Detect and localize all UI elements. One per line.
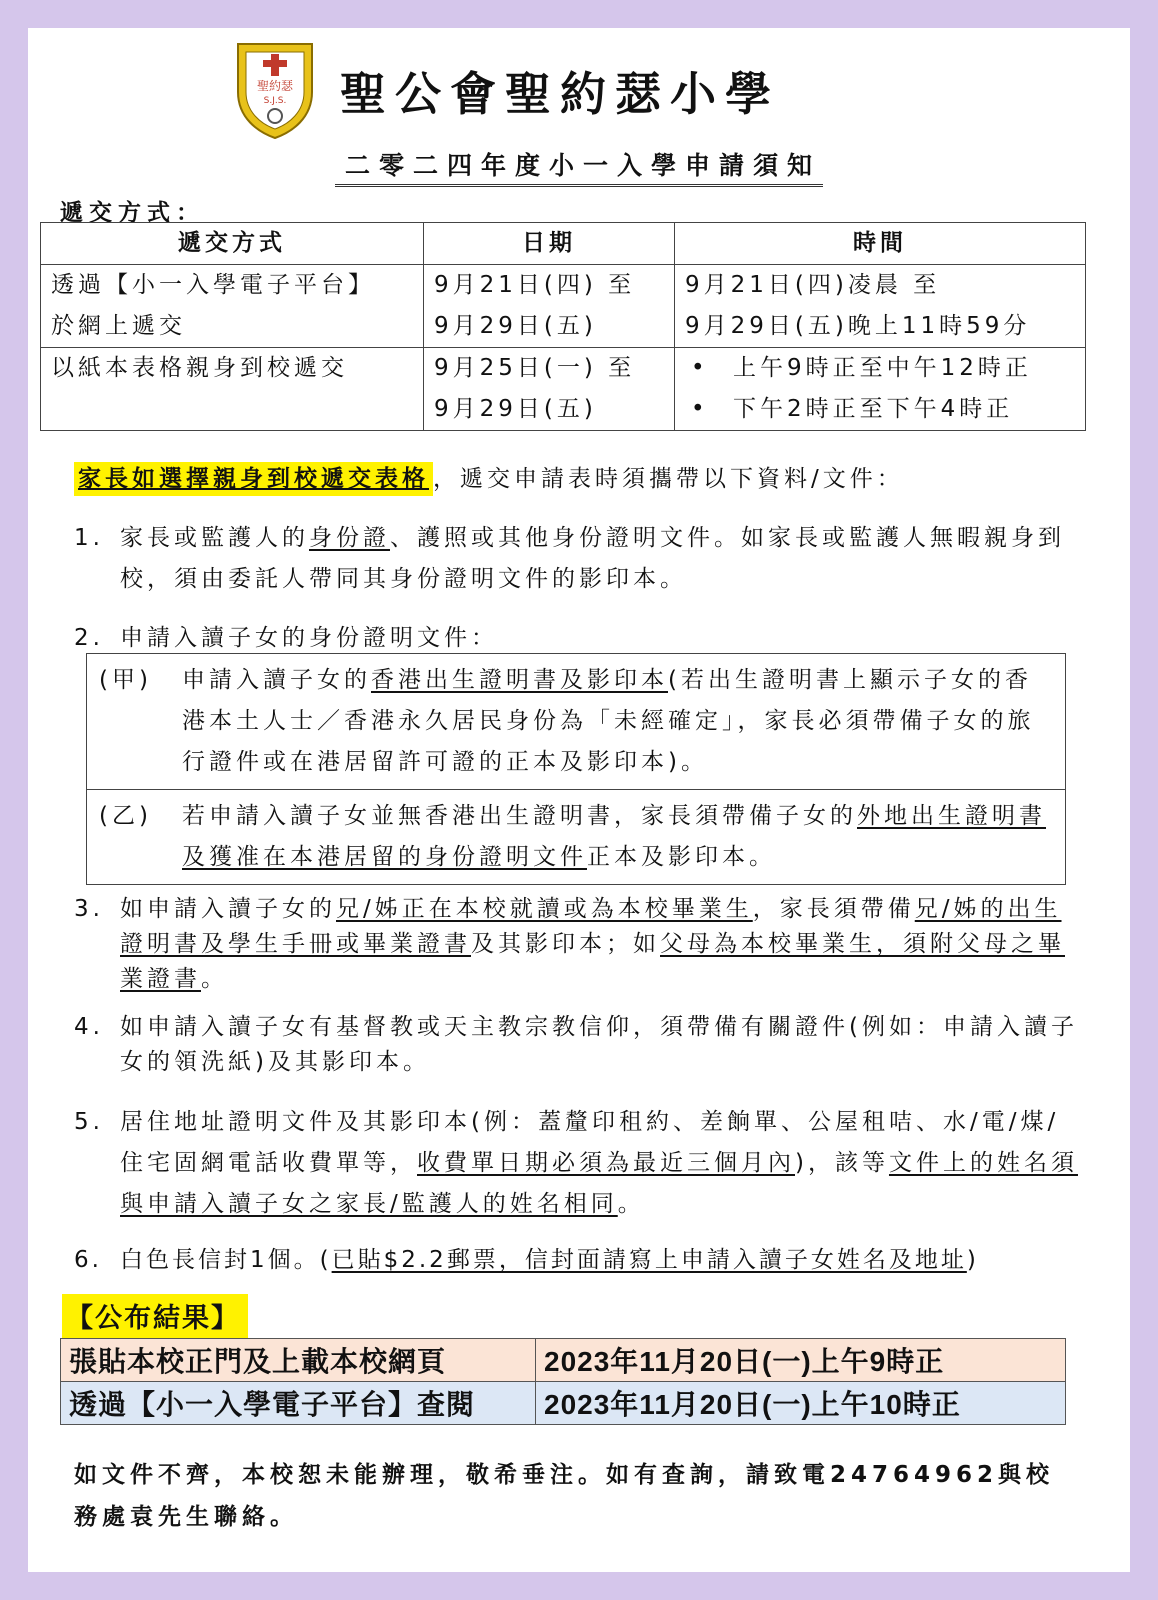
col-header-method: 遞交方式 xyxy=(41,223,424,265)
school-crest-icon xyxy=(234,40,316,140)
table-row xyxy=(61,1382,1066,1425)
cell-time: 9月21日(四)凌晨 至 9月29日(五)晚上11時59分 xyxy=(675,265,1086,348)
result-datetime: 2023年11月20日(一)上午10時正 xyxy=(536,1382,1066,1425)
cell-date: 9月25日(一) 至 9月29日(五) xyxy=(424,348,675,431)
results-heading: 【公布結果】 xyxy=(62,1294,248,1339)
list-item: 2. 申請入讀子女的身份證明文件： xyxy=(74,625,498,651)
cell-date: 9月21日(四) 至 9月29日(五) xyxy=(424,265,675,348)
list-item: 4. 如申請入讀子女有基督教或天主教宗教信仰，須帶備有關證件(例如：申請入讀子女的領洗紙)及其影印本。 xyxy=(74,1014,1078,1075)
footer-note: 如文件不齊，本校恕未能辦理，敬希垂注。如有查詢，請致電24764962與校務處袁先生聯絡。 xyxy=(74,1462,1055,1530)
parents-note: 家長如選擇親身到校遞交表格 ，遞交申請表時須攜帶以下資料/文件： xyxy=(74,460,904,493)
result-datetime: 2023年11月20日(一)上午9時正 xyxy=(536,1339,1066,1382)
notice-page xyxy=(28,28,1130,1572)
table-row xyxy=(41,265,1086,348)
submission-heading: 遞交方式： xyxy=(60,200,205,226)
list-item: 6. 白色長信封1個。(已貼$2.2郵票，信封面請寫上申請入讀子女姓名及地址) xyxy=(74,1247,979,1273)
list-item: 1. 家長或監護人的身份證、護照或其他身份證明文件。如家長或監護人無暇親身到校，須由委託人帶同其身份證明文件的影印本。 xyxy=(74,525,1065,592)
col-header-date: 日期 xyxy=(424,223,675,265)
cell-method: 透過【小一入學電子平台】 於網上遞交 xyxy=(41,265,424,348)
result-method: 透過【小一入學電子平台】查閱 xyxy=(61,1382,536,1425)
cell-method: 以紙本表格親身到校遞交 xyxy=(41,348,424,431)
sub-item-a: (甲) 申請入讀子女的香港出生證明書及影印本(若出生證明書上顯示子女的香港本土人士／香港永久居民身份為「未經確定」，家長必須帶備子女的旅行證件或在港居留許可證的正本及影印本)。 xyxy=(99,667,1035,775)
parents-note-highlight: 家長如選擇親身到校遞交表格 xyxy=(74,462,433,496)
submission-table xyxy=(40,222,1086,431)
school-name: 聖公會聖約瑟小學 xyxy=(340,67,780,121)
crest-initials: S.J.S. xyxy=(263,96,287,106)
table-row xyxy=(41,348,1086,431)
result-method: 張貼本校正門及上載本校網頁 xyxy=(61,1339,536,1382)
id-documents-box xyxy=(86,653,1066,885)
sub-item-b: (乙) 若申請入讀子女並無香港出生證明書，家長須帶備子女的外地出生證明書及獲准在本港居留的身份證明文件正本及影印本。 xyxy=(87,789,1065,884)
list-item: 3. 如申請入讀子女的兄/姊正在本校就讀或為本校畢業生，家長須帶備兄/姊的出生證明書及學生手冊或畢業證書及其影印本；如父母為本校畢業生，須附父母之畢業證書。 xyxy=(74,896,1065,992)
crest-chinese-text: 聖約瑟 xyxy=(256,79,294,93)
cell-time: • 上午9時正至中午12時正 • 下午2時正至下午4時正 xyxy=(675,348,1086,431)
results-table xyxy=(60,1338,1066,1425)
list-item: 5. 居住地址證明文件及其影印本(例：蓋釐印租約、差餉單、公屋租咭、水/電/煤/住宅固網電話收費單等，收費單日期必須為最近三個月內)，該等文件上的姓名須與申請入讀子女之家長/監護人的姓名相同。 xyxy=(74,1109,1078,1217)
table-header-row xyxy=(41,223,1086,265)
notice-title: 二零二四年度小一入學申請須知 xyxy=(28,146,1130,182)
table-row xyxy=(61,1339,1066,1382)
col-header-time: 時間 xyxy=(675,223,1086,265)
